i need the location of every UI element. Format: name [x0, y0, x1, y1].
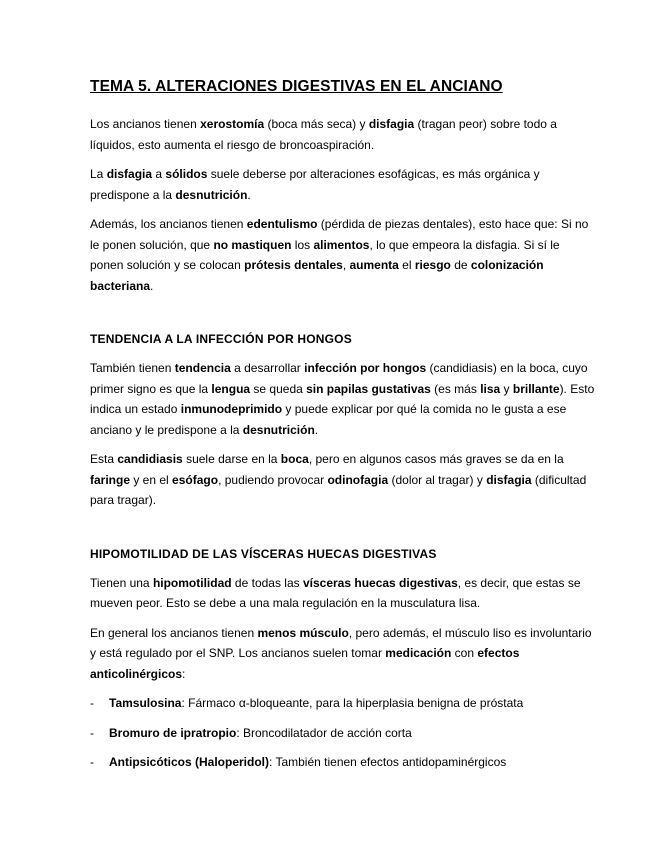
text-run: se queda: [250, 381, 307, 396]
bold-term: xerostomía: [200, 117, 265, 131]
medication-list: [90, 693, 595, 773]
bold-term: colonización bacteriana: [90, 258, 544, 293]
hypomotility-section: [90, 547, 595, 773]
bold-term: infección por hongos: [304, 361, 427, 375]
section-paragraph: [90, 623, 595, 685]
bold-term: medicación: [385, 646, 452, 660]
bold-term: brillante: [512, 381, 560, 396]
text-run: (candidiasis) en la boca, cuyo primer signo es que la: [90, 361, 588, 396]
bold-term: hipomotilidad: [152, 575, 232, 590]
list-item: [90, 723, 595, 744]
bold-term: edentulismo: [246, 217, 318, 231]
bold-term: candidiasis: [117, 452, 183, 466]
text-run: y: [500, 381, 513, 396]
bold-term: tendencia: [174, 361, 231, 375]
section-paragraph: [90, 358, 595, 440]
text-run: suele darse en la: [182, 452, 281, 466]
bold-term: odinofagia: [327, 472, 389, 487]
section-heading: TENDENCIA A LA INFECCIÓN POR HONGOS: [90, 332, 352, 346]
text-run: y puede explicar por qué la comida no le gusta a ese anciano y le predispone a la: [90, 402, 567, 437]
bold-term: prótesis dentales: [244, 258, 343, 272]
bold-term: lengua: [211, 381, 251, 396]
text-run: de: [450, 258, 471, 272]
text-run: (es más: [430, 381, 481, 396]
bold-term: esófago: [172, 472, 219, 487]
text-run: a: [152, 167, 166, 181]
bold-term: disfagia: [106, 167, 153, 181]
bold-term: Tamsulosina: [109, 696, 182, 710]
text-run: y en el: [130, 472, 173, 487]
intro-section: [90, 114, 595, 296]
text-run: , pero en algunos casos más graves se da en la: [308, 452, 564, 466]
bold-term: alimentos: [313, 237, 370, 252]
text-run: .: [247, 187, 251, 202]
list-item-text: [109, 723, 412, 744]
bold-term: disfagia: [486, 472, 532, 487]
bold-term: faringe: [90, 472, 131, 487]
text-run: :: [182, 666, 186, 681]
fungal-infection-section: [90, 332, 595, 511]
text-run: ,: [342, 258, 350, 272]
text-run: de todas las: [231, 575, 303, 590]
bold-term: efectos anticolinérgicos: [90, 646, 520, 681]
bold-term: lisa: [480, 381, 501, 396]
section-paragraph: [90, 573, 595, 614]
text-run: : También tienen efectos antidopaminérgicos: [269, 755, 507, 769]
list-item-text: [109, 693, 523, 714]
text-run: , lo que empeora la disfagia. Si sí le ponen solución y se colocan: [90, 237, 560, 272]
text-run: , pudiendo provocar: [218, 472, 328, 487]
text-run: , pero además, el músculo liso es involuntario y está regulado por el SNP. Los ancianos suelen tomar: [90, 625, 592, 660]
list-item: [90, 752, 595, 773]
text-run: (pérdida de piezas dentales), esto hace que: Si no le ponen solución, que: [90, 217, 589, 252]
text-run: (boca más seca) y: [264, 117, 369, 131]
list-bullet: -: [90, 696, 94, 710]
list-item-text: [109, 752, 506, 773]
bold-term: disfagia: [368, 117, 415, 131]
text-run: .: [314, 422, 319, 437]
list-item: [90, 693, 595, 714]
section-paragraph: [90, 449, 595, 511]
text-run: ). Esto indica un estado: [90, 381, 595, 416]
bold-term: aumenta: [349, 258, 399, 272]
text-run: Además, los ancianos tienen: [90, 217, 247, 231]
bold-term: inmunodeprimido: [180, 402, 283, 416]
text-run: También tienen: [90, 361, 175, 375]
section-heading: HIPOMOTILIDAD DE LAS VÍSCERAS HUECAS DIGESTIVAS: [90, 546, 437, 561]
intro-paragraph: [90, 164, 595, 205]
bold-term: no mastiquen: [213, 237, 292, 252]
text-run: , es decir, que estas se mueven peor. Esto se debe a una mala regulación en la musculatura lisa.: [90, 575, 581, 610]
text-run: suele deberse por alteraciones esofágicas, es más orgánica y predispone a la: [90, 167, 540, 202]
text-run: Esta: [90, 452, 118, 466]
text-run: con: [451, 646, 478, 660]
text-run: los: [291, 237, 314, 252]
intro-paragraph: [90, 114, 595, 155]
bold-term: menos músculo: [257, 625, 349, 640]
text-run: En general los ancianos tienen: [90, 625, 258, 640]
bold-term: vísceras huecas digestivas: [302, 575, 458, 590]
bold-term: desnutrición: [175, 187, 248, 202]
bold-term: Bromuro de ipratropio: [109, 725, 237, 740]
text-run: Tienen una: [90, 575, 153, 590]
text-run: el: [398, 258, 415, 272]
bold-term: Antipsicóticos (Haloperidol): [109, 755, 270, 769]
text-run: a desarrollar: [230, 361, 305, 375]
document-title: TEMA 5. ALTERACIONES DIGESTIVAS EN EL ANCIANO: [90, 78, 503, 95]
list-bullet: -: [90, 755, 94, 769]
text-run: (tragan peor) sobre todo a líquidos, esto aumenta el riesgo de broncoaspiración.: [90, 117, 557, 152]
text-run: La: [90, 167, 107, 181]
intro-paragraph: [90, 214, 595, 296]
text-run: (dolor al tragar) y: [388, 472, 487, 487]
text-run: Los ancianos tienen: [90, 117, 201, 131]
bold-term: riesgo: [414, 258, 451, 272]
text-run: : Broncodilatador de acción corta: [236, 725, 412, 740]
text-run: .: [150, 278, 154, 293]
text-run: : Fármaco α-bloqueante, para la hiperplasia benigna de próstata: [181, 696, 524, 710]
text-run: (dificultad para tragar).: [90, 472, 587, 507]
bold-term: sin papilas gustativas: [306, 381, 431, 396]
bold-term: sólidos: [165, 167, 208, 181]
bold-term: desnutrición: [242, 422, 315, 437]
list-bullet: -: [90, 725, 94, 740]
bold-term: boca: [280, 452, 309, 466]
